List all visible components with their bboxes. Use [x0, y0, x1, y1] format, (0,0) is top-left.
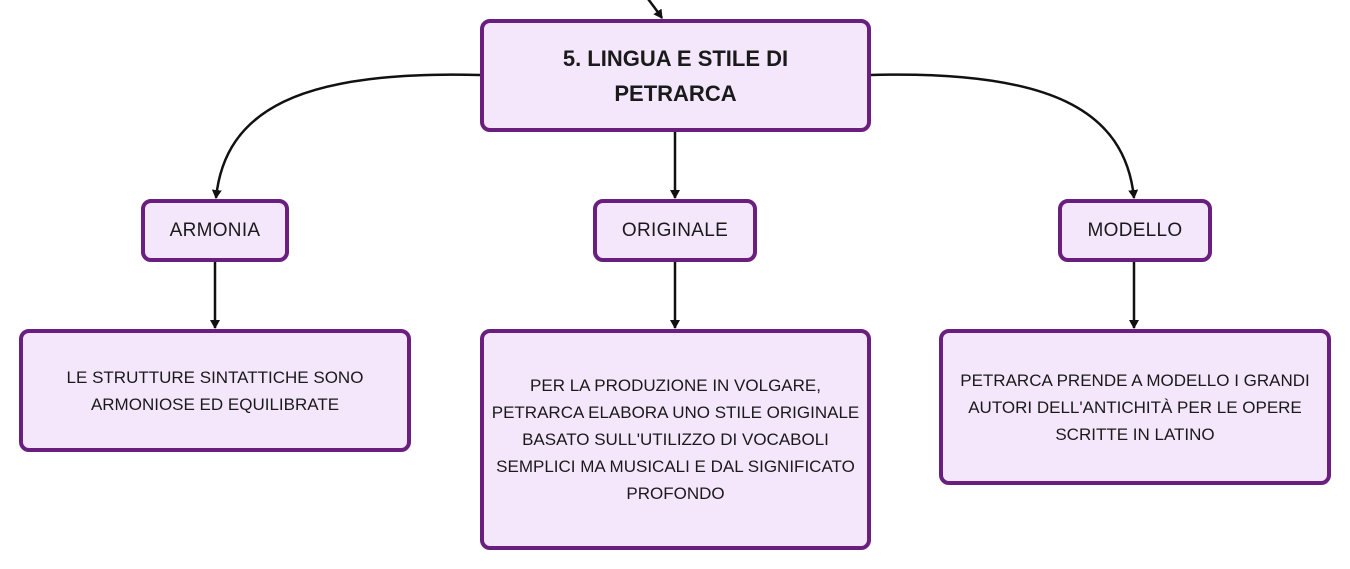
node-modello[interactable]	[1058, 199, 1212, 262]
node-originale-label: ORIGINALE	[621, 220, 729, 241]
arrow-to-modello	[870, 75, 1134, 198]
node-modello-label: MODELLO	[1087, 220, 1183, 241]
incoming-arrow	[645, 0, 662, 18]
originale-description-text: PER LA PRODUZIONE IN VOLGARE, PETRARCA ELABORA UNO STILE ORIGINALE BASATO SULL'UTILIZZO DI VOCABOLI SEMPLICI MA MUSICALI E DAL SIGNIFICATO PROFONDO	[491, 376, 860, 503]
central-node-text: 5. LINGUA E STILE DI PETRARCA	[562, 45, 789, 106]
node-armonia-label: ARMONIA	[169, 220, 261, 241]
armonia-description-text: LE STRUTTURE SINTATTICHE SONO ARMONIOSE ED EQUILIBRATE	[66, 367, 364, 414]
node-armonia[interactable]	[141, 199, 289, 262]
modello-description-text: PETRARCA PRENDE A MODELLO I GRANDI AUTORI DELL'ANTICHITÀ PER LE OPERE SCRITTE IN LATINO	[960, 370, 1310, 444]
arrow-to-armonia	[216, 75, 480, 198]
originale-description-node[interactable]	[480, 329, 871, 550]
armonia-description-node[interactable]	[19, 329, 411, 452]
modello-description-node[interactable]	[939, 329, 1331, 485]
central-node[interactable]	[480, 19, 871, 132]
node-originale[interactable]	[593, 199, 757, 262]
